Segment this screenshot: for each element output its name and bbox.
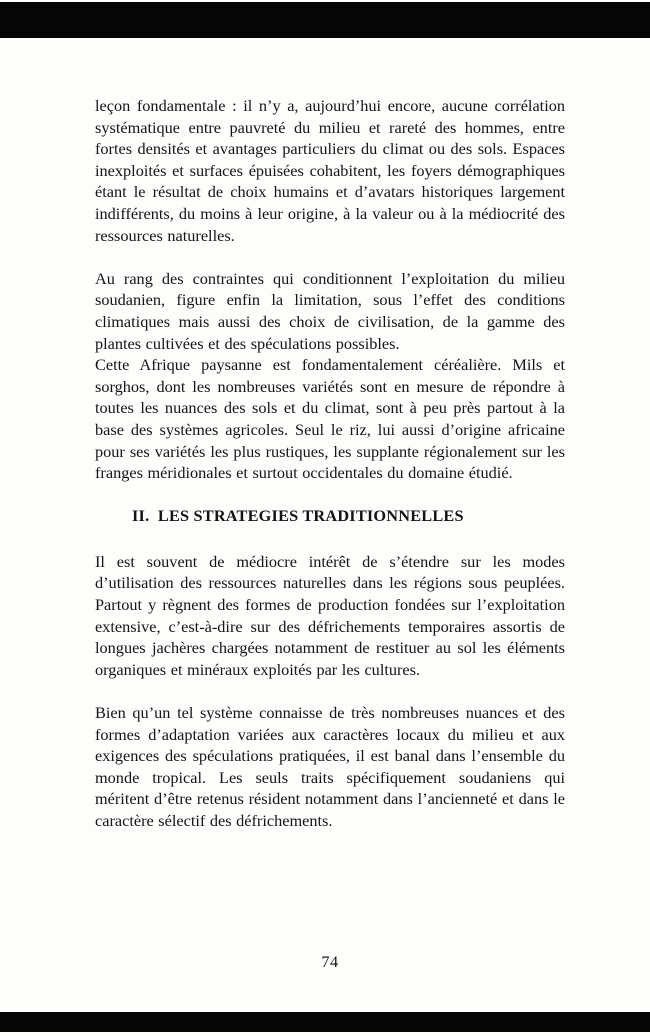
paragraph: Cette Afrique paysanne est fondamentalement céréalière. Mils et sorghos, dont les nombreuses variétés sont en mesure de répondre à toutes les nuances des sols et du climat, sont à peu près partout à la base des systèmes agricoles. Seul le riz, lui aussi d’origine africaine pour ses variétés les plus rustiques, les supplante régionalement sur les franges méridionales et surtout occidentales du domaine étudié. [95,355,565,483]
paragraph: Il est souvent de médiocre intérêt de s’étendre sur les modes d’utilisation des ressources naturelles dans les régions sous peuplées. Partout y règnent des formes de production fondées sur l’exploitation extensive, c’est-à-dire sur des défrichements temporaires assortis de longues jachères chargées notamment de restituer au sol les éléments organiques et minéraux exploités par les cultures. [95,551,565,679]
paragraph: Bien qu’un tel système connaisse de très nombreuses nuances et des formes d’adaptation variées aux caractères locaux du milieu et aux exigences des spéculations pratiquées, il est banal dans l’ensemble du monde tropical. Les seuls traits spécifiquement soudaniens qui méritent d’être retenus résident notamment dans l’ancienneté et dans le caractère sélectif des défrichements. [95,703,565,830]
scan-artifact-bottom-bar [0,1012,650,1032]
scan-artifact-top-bar [0,2,650,38]
page-text-block [95,95,565,853]
paragraph: leçon fondamentale : il n’y a, aujourd’hui encore, aucune corrélation systématique entre pauvreté du milieu et rareté des hommes, entre fortes densités et avantages particuliers du climat ou des sols. Espaces inexploités et surfaces épuisées cohabitent, les foyers démographiques étant le résultat de choix humains et d’avatars historiques largement indifférents, du moins à leur origine, à la valeur ou à la médiocrité des ressources naturelles. [95,96,565,245]
paragraph: Au rang des contraintes qui conditionnent l’exploitation du milieu soudanien, figure enfin la limitation, sous l’effet des conditions climatiques mais aussi des choix de civilisation, de la gamme des plantes cultivées et des spéculations possibles. [95,268,565,353]
page-number: 74 [321,952,339,971]
section-heading: II. LES STRATEGIES TRADITIONNELLES [132,506,464,526]
